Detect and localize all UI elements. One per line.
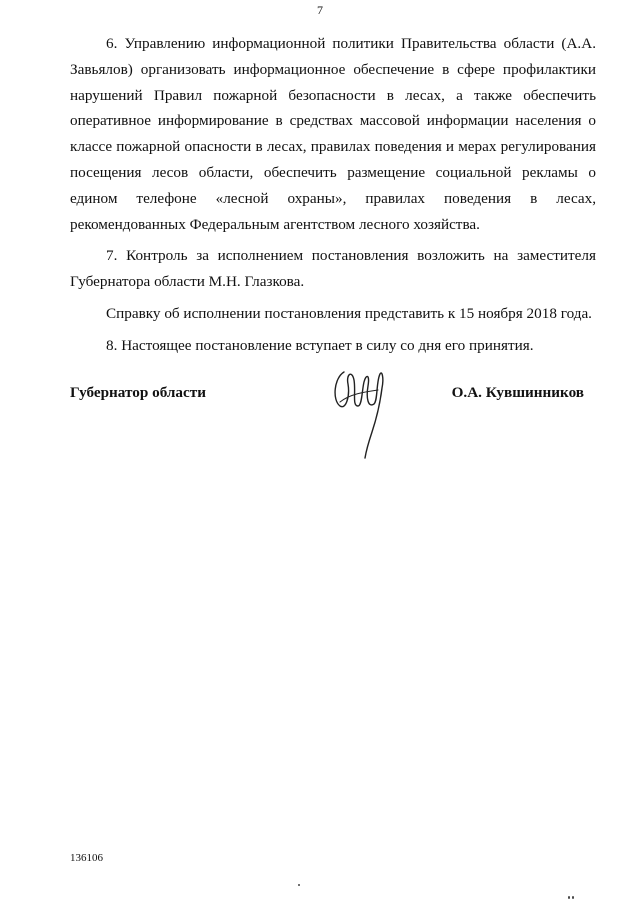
signer-name: О.А. Кувшинников: [451, 384, 584, 401]
paragraph-6: 6. Управлению информационной политики Правительства области (А.А. Завьялов) организовать информационное обеспечение в сфере профилактики нарушений Правил пожарной безопасности в лесах, а также обеспечить оперативное информирование в средствах массовой информации населения о классе пожарной опасности в лесах, правилах поведения и мерах регулирования посещения лесов области, обеспечить размещение социальной рекламы о едином телефоне «лесной охраны», правилах поведения в лесах, рекомендованных Федеральным агентством лесного хозяйства.: [70, 35, 596, 233]
handwritten-signature: [330, 360, 390, 460]
paragraph-8: 8. Настоящее постановление вступает в силу со дня его принятия.: [106, 336, 534, 354]
paragraph-7: 7. Контроль за исполнением постановления возложить на заместителя Губернатора области М.Н. Глазкова.: [70, 247, 596, 291]
paragraph-report: Справку об исполнении постановления представить к 15 ноября 2018 года.: [106, 304, 592, 322]
scan-speck: [568, 896, 570, 899]
document-number: 136106: [70, 852, 103, 864]
page-number: 7: [317, 3, 323, 17]
scan-speck: [298, 884, 300, 886]
signer-title: Губернатор области: [70, 384, 206, 401]
document-body: [70, 31, 596, 359]
scan-speck: [572, 896, 574, 899]
